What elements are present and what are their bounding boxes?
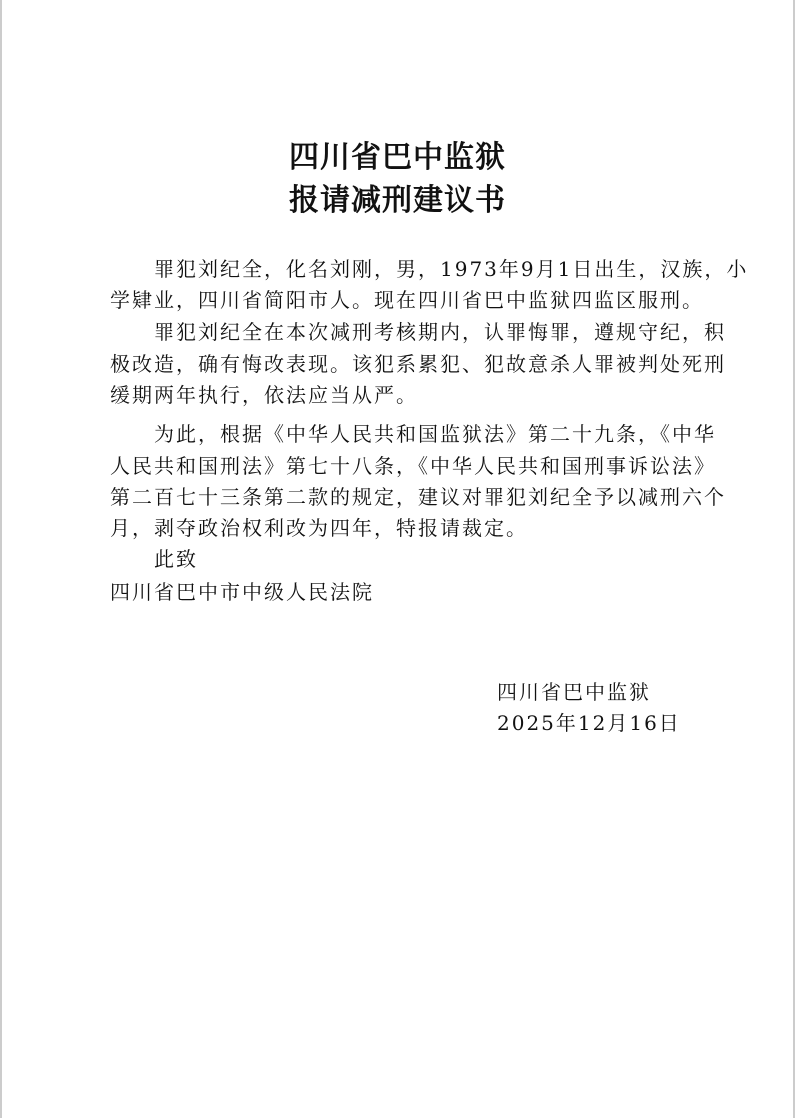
addressee: 四川省巴中市中级人民法院 [110,580,374,604]
signature-date: 2025年12月16日 [497,711,681,735]
document-title-line1: 四川省巴中监狱 [289,140,506,175]
paragraph-3-line-4: 月，剥夺政治权利改为四年，特报请裁定。 [110,516,528,540]
signature-org: 四川省巴中监狱 [497,680,651,704]
paragraph-1-line-2: 学肄业，四川省简阳市人。现在四川省巴中监狱四监区服刑。 [110,288,704,312]
document-title-line2: 报请减刑建议书 [289,183,506,218]
paragraph-2-line-2: 极改造，确有悔改表现。该犯系累犯、犯故意杀人罪被判处死刑 [110,352,726,376]
paragraph-3-line-3: 第二百七十三条第二款的规定，建议对罪犯刘纪全予以减刑六个 [110,485,726,509]
paragraph-1-line-1: 罪犯刘纪全，化名刘刚，男，1973年9月1日出生，汉族，小 [110,257,749,281]
paragraph-3-line-2: 人民共和国刑法》第七十八条，《中华人民共和国刑事诉讼法》 [110,454,716,478]
closing-text: 此致 [110,547,198,571]
paragraph-2-line-1: 罪犯刘纪全在本次减刑考核期内，认罪悔罪，遵规守纪，积 [110,320,726,344]
paragraph-3-line-1: 为此，根据《中华人民共和国监狱法》第二十九条，《中华 [110,422,716,446]
paragraph-2-line-3: 缓期两年执行，依法应当从严。 [110,383,418,407]
